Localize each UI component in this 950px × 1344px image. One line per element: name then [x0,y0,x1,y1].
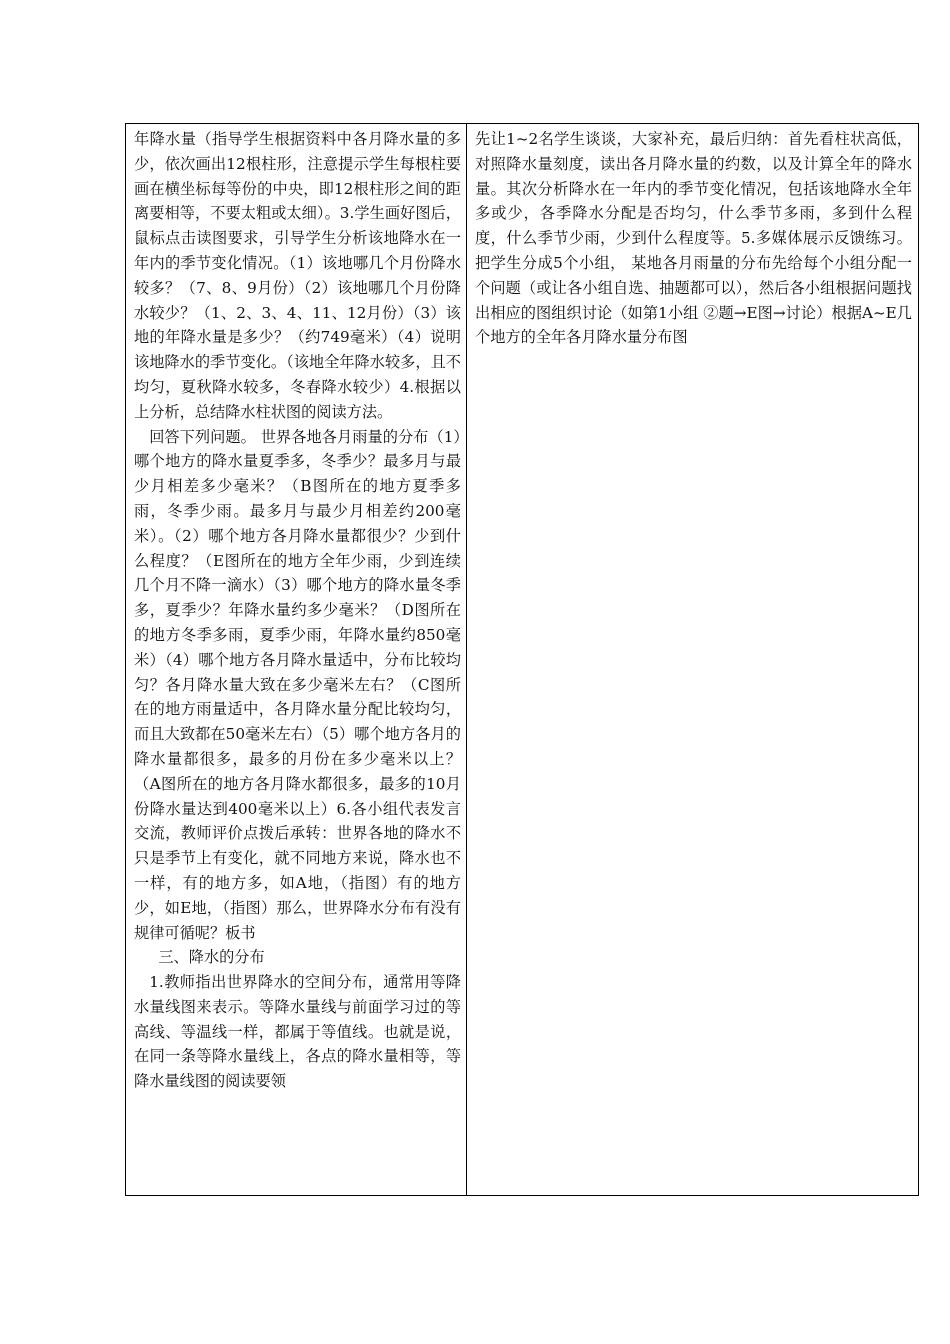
left-column [126,124,467,1195]
left-paragraph-1: 年降水量（指导学生根据资料中各月降水量的多少，依次画出12根柱形，注意提示学生每根柱要画在横坐标每等份的中央，即12根柱形之间的距离要相等，不要太粗或太细）。3.学生画好图后，鼠标点击读图要求，引导学生分析该地降水在一年内的季节变化情况。（1）该地哪几个月份降水较多？（7、8、9月份）（2）该地哪几个月份降水较少？（1、2、3、4、11、12月份）（3）该地的年降水量是多少？（约749毫米）（4）说明该地降水的季节变化。（该地全年降水较多，且不均匀，夏秋降水较多，冬春降水较少）4.根据以上分析，总结降水柱状图的阅读方法。 [134,130,461,421]
right-column [467,124,918,1195]
left-paragraph-3: 1.教师指出世界降水的空间分布，通常用等降水量线图来表示。等降水量线与前面学习过的等高线、等温线一样，都属于等值线。也就是说，在同一条等降水量线上，各点的降水量相等，等降水量线图的阅读要领 [134,973,461,1091]
right-paragraph-1: 先让1~2名学生谈谈，大家补充，最后归纳：首先看柱状高低，对照降水量刻度，读出各月降水量的约数，以及计算全年的降水量。其次分析降水在一年内的季节变化情况，包括该地降水全年多或少，各季降水分配是否均匀，什么季节多雨，多到什么程度，什么季节少雨，少到什么程度等。5.多媒体展示反馈练习。把学生分成5个小组， 某地各月雨量的分布先给每个小组分配一个问题（或让各小组自选、抽题都可以），然后各小组根据问题找出相应的图组织讨论（如第1小组 ②题→E图→讨论）根据A~E几个地方的全年各月降水量分布图 [475,130,912,347]
left-paragraph-2: 回答下列问题。 世界各地各月雨量的分布（1）哪个地方的降水量夏季多，冬季少？最多月与最少月相差多少毫米？（B图所在的地方夏季多雨，冬季少雨。最多月与最少月相差约200毫米）。（2）哪个地方各月降水量都很少？少到什么程度？（E图所在的地方全年少雨，少到连续几个月不降一滴水）（3）哪个地方的降水量冬季多，夏季少？年降水量约多少毫米？（D图所在的地方冬季多雨，夏季少雨，年降水量约850毫米）（4）哪个地方各月降水量适中，分布比较均匀？各月降水量大致在多少毫米左右？（C图所在的地方雨量适中，各月降水量分配比较均匀，而且大致都在50毫米左右）（5）哪个地方各月的降水量都很多，最多的月份在多少毫米以上？（A图所在的地方各月降水都很多，最多的10月份降水量达到400毫米以上）6.各小组代表发言交流，教师评价点拨后承转：世界各地的降水不只是季节上有变化，就不同地方来说，降水也不一样，有的地方多，如A地，（指图）有的地方少，如E地，（指图）那么，世界降水分布有没有规律可循呢？板书 [134,427,461,942]
section-heading: 三、降水的分布 [158,948,265,967]
lesson-table [125,123,919,1196]
